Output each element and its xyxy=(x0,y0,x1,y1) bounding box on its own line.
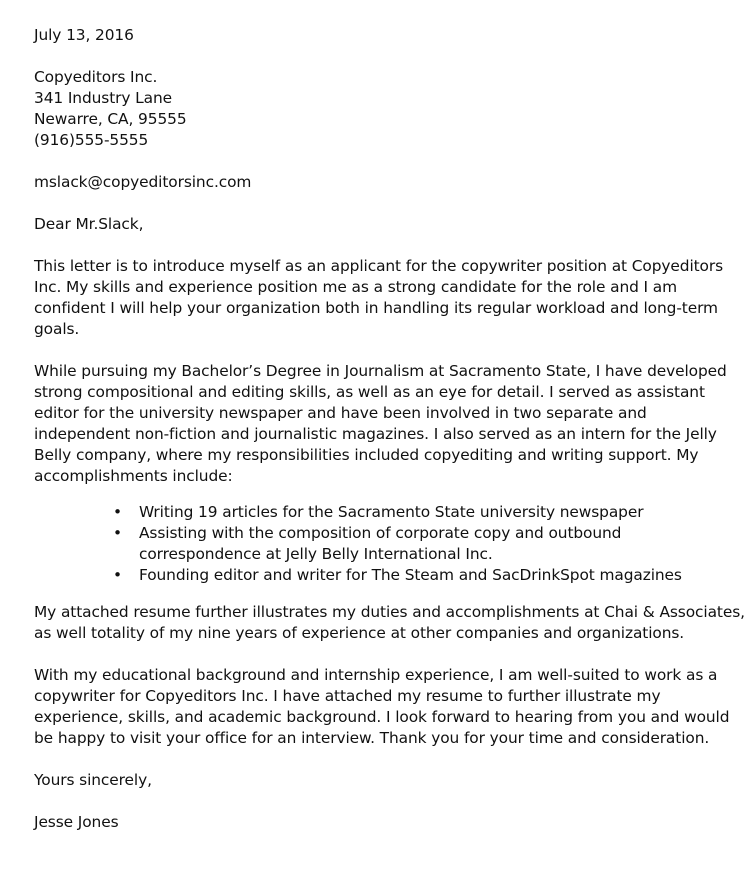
list-item xyxy=(34,565,724,586)
list-item-text: Founding editor and writer for The Steam and SacDrinkSpot magazines xyxy=(139,566,682,584)
paragraph-line: accomplishments include: xyxy=(34,467,233,485)
accomplishments-list xyxy=(34,502,724,586)
list-item-text: Writing 19 articles for the Sacramento State university newspaper xyxy=(139,503,644,521)
paragraph-line: experience, skills, and academic background. I look forward to hearing from you and would xyxy=(34,708,730,726)
recipient-email-block xyxy=(34,172,724,193)
paragraph-intro xyxy=(34,256,724,340)
recipient-street: 341 Industry Lane xyxy=(34,89,172,107)
list-item xyxy=(34,523,724,565)
salutation-text: Dear Mr.Slack, xyxy=(34,215,144,233)
paragraph-line: be happy to visit your office for an interview. Thank you for your time and consideration. xyxy=(34,729,710,747)
paragraph-line: Belly company, where my responsibilities included copyediting and writing support. My xyxy=(34,446,699,464)
date-text: July 13, 2016 xyxy=(34,26,134,44)
list-item-text: correspondence at Jelly Belly International Inc. xyxy=(139,545,493,563)
paragraph-closing xyxy=(34,665,730,749)
list-item-text: Assisting with the composition of corporate copy and outbound xyxy=(139,524,622,542)
paragraph-line: as well totality of my nine years of experience at other companies and organizations. xyxy=(34,624,685,642)
signature-name: Jesse Jones xyxy=(34,813,119,831)
paragraph-line: goals. xyxy=(34,320,80,338)
paragraph-experience xyxy=(34,602,745,644)
paragraph-line: While pursuing my Bachelor’s Degree in Journalism at Sacramento State, I have developed xyxy=(34,362,727,380)
list-item xyxy=(34,502,724,523)
bullet-icon: • xyxy=(113,503,122,521)
paragraph-line: strong compositional and editing skills, as well as an eye for detail. I served as assistant xyxy=(34,383,705,401)
paragraph-line: independent non-fiction and journalistic magazines. I also served as an intern for the Jelly xyxy=(34,425,717,443)
paragraph-line: With my educational background and internship experience, I am well-suited to work as a xyxy=(34,666,718,684)
letter-date xyxy=(34,25,724,46)
signature xyxy=(34,812,724,833)
recipient-address xyxy=(34,67,724,151)
paragraph-line: confident I will help your organization both in handling its regular workload and long-term xyxy=(34,299,718,317)
closing-text: Yours sincerely, xyxy=(34,771,152,789)
recipient-email: mslack@copyeditorsinc.com xyxy=(34,173,252,191)
recipient-company: Copyeditors Inc. xyxy=(34,68,158,86)
paragraph-education xyxy=(34,361,727,487)
paragraph-line: This letter is to introduce myself as an applicant for the copywriter position at Copyeditors xyxy=(34,257,724,275)
recipient-city: Newarre, CA, 95555 xyxy=(34,110,187,128)
paragraph-line: My attached resume further illustrates my duties and accomplishments at Chai & Associates, xyxy=(34,603,745,621)
paragraph-line: Inc. My skills and experience position me as a strong candidate for the role and I am xyxy=(34,278,678,296)
recipient-phone: (916)555-5555 xyxy=(34,131,149,149)
bullet-icon: • xyxy=(113,524,122,542)
paragraph-line: editor for the university newspaper and have been involved in two separate and xyxy=(34,404,647,422)
paragraph-line: copywriter for Copyeditors Inc. I have attached my resume to further illustrate my xyxy=(34,687,661,705)
bullet-icon: • xyxy=(113,566,122,584)
salutation xyxy=(34,214,724,235)
valediction xyxy=(34,770,724,791)
cover-letter xyxy=(34,25,745,833)
